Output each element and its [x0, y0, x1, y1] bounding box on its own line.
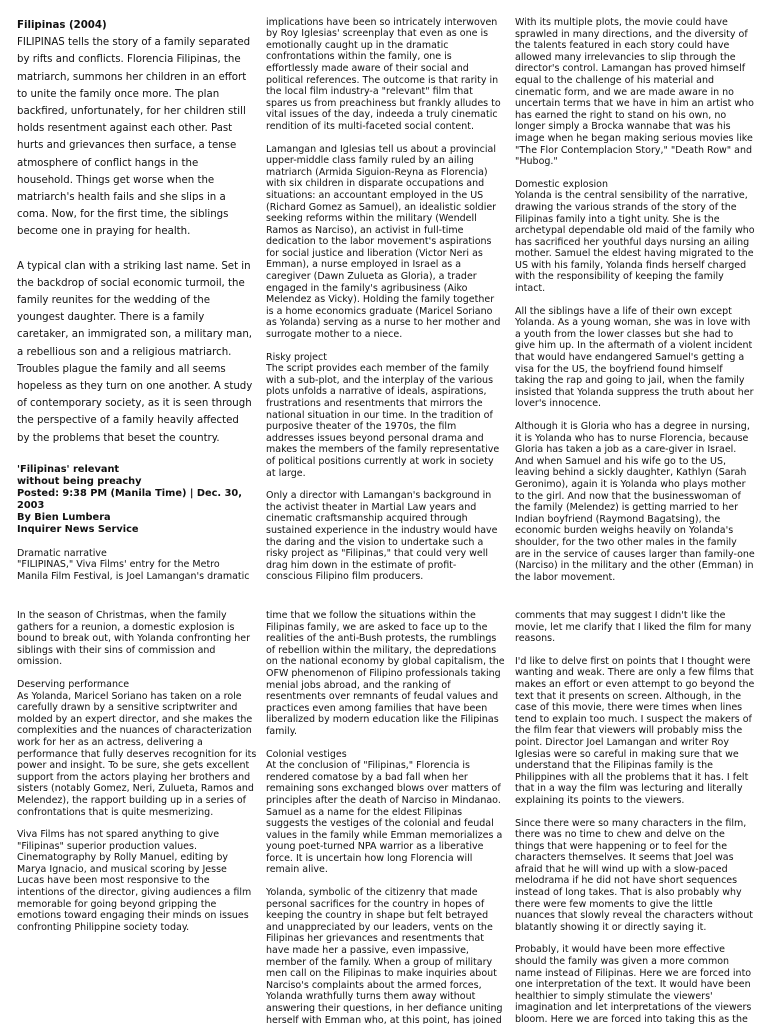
column-bottom-left: [17, 610, 257, 1024]
risky-project-paragraph: The script provides each member of the family with a sub-plot, and the interplay of the various plots unfolds a narrative of ideals, aspirations, frustrations and resentments that mirrors the national situation in our time. In the tradition of purposive theater of the 1970s, the film addresses issues beyond personal drama and makes the members of the family representative of political positions currently at work in society at large.: [266, 363, 500, 479]
column-top-left: [17, 17, 253, 582]
delve-paragraph: I'd like to delve first on points that I thought were wanting and weak. There are only a few films that makes an effort or even attempt to go beyond the text that it presents on screen. Although, in the case of this movie, there were times when lines tend to explain too much. I suspect the makers of the film fear that viewers will probably miss the point. Director Joel Lamangan and writer Roy Iglesias were so careful in making sure that we understand that the Filipinas family is the Philippines with all the problems that it has. I felt that in a way the film was lecturing and literally explaining its points to the viewers.: [515, 655, 755, 806]
colonial-vestiges-paragraph: At the conclusion of "Filipinas," Florencia is rendered comatose by a bad fall when her remaining sons exchanged blows over matters of principles after the death of Narciso in Mindanao. Samuel as a name for the eldest Filipinas suggests the vestiges of the colonial and feudal values in the family while Emman memorializes a young poet-turned NPA warrior as a liberative force. It is uncertain how long Florencia will remain alive.: [266, 760, 503, 876]
column-top-right: [515, 17, 755, 582]
article-title: Filipinas (2004): [17, 20, 107, 31]
viva-films-paragraph: Viva Films has not spared anything to give "Filipinas" superior production values. Cinematography by Rolly Manuel, editing by Marya Ignacio, and musical scoring by Jesse Lucas have been most responsive to the intentions of the director, giving audiences a film memorable for going beyond gripping the emotions toward engaging their minds on issues confronting Philippine society today.: [17, 829, 252, 933]
subheading-risky-project: Risky project: [266, 351, 327, 363]
subheading-dramatic-narrative: Dramatic narrative: [17, 547, 107, 559]
filipinas-family-paragraph: time that we follow the situations within the Filipinas family, we are asked to face up to the realities of the anti-Bush protests, the rumblings of rebellion within the military, the depredations on the national economy by global capitalism, the OFW phenomenon of Filipino professionals taking menial jobs abroad, and the ranking of resentments over remnants of feudal values and practices even among families that have been liberalized by modern education like the Filipinas family.: [266, 610, 505, 737]
byline-headline-line-1: 'Filipinas' relevant: [17, 463, 120, 475]
christmas-paragraph: In the season of Christmas, when the family gathers for a reunion, a domestic explosion is bound to break out, with Yolanda confronting her siblings with their sins of commission and omission.: [17, 610, 251, 668]
column-bottom-right: [515, 610, 755, 1024]
comments-paragraph: comments that may suggest I didn't like the movie, let me clarify that I liked the film for many reasons.: [515, 610, 752, 645]
description-paragraph: A typical clan with a striking last name. Set in the backdrop of social economic turmoil, the family reunites for the wedding of the youngest daughter. There is a family caretaker, an immigrated son, a military man, a rebellious son and a religious matriarch. Troubles plague the family and all seems hopeless as they turn on one another. A study of contemporary society, as it is seen through the perspective of a family heavily affected by the problems that beset the country.: [17, 260, 253, 444]
column-bottom-middle: [266, 610, 506, 1024]
subheading-domestic-explosion: Domestic explosion: [515, 178, 608, 190]
domestic-drama-paragraph: implications have been so intricately interwoven by Roy Iglesias' screenplay that even as one is emotionally caught up in the dramatic confrontations within the family, one is effortlessly made aware of their social and political references. The outcome is that rarity in the local film industry-a "relevant" film that spares us from preachiness but frankly alludes to vital issues of the day, indeeda a truly cinematic rendition of its multi-faceted social content.: [266, 17, 501, 132]
byline-source: Inquirer News Service: [17, 523, 139, 535]
column-top-middle: [266, 17, 502, 582]
subheading-colonial-vestiges: Colonial vestiges: [266, 748, 347, 760]
subheading-deserving-performance: Deserving performance: [17, 678, 130, 690]
byline-author: By Bien Lumbera: [17, 511, 111, 523]
dramatic-narrative-paragraph: "FILIPINAS," Viva Films' entry for the Metro Manila Film Festival, is Joel Lamangan's dramatic: [17, 559, 250, 582]
gloria-paragraph: Although it is Gloria who has a degree in nursing, it is Yolanda who has to nurse Florencia, because Gloria has taken a job as a care-giver in Israel. And when Samuel and his wife go to the US, leaving behind a sickly daughter, Kathlyn (Sarah Geronimo), again it is Yolanda who plays mother to the girl. And now that the businesswoman of the family (Melendez) is getting married to her Indian boyfriend (Raymond Bagatsing), the economic burden weighs heavily on Yolanda's shoulder, for the two other males in the family are in the service of causes larger than family-one (Narciso) in the military and the other (Emman) in the labor movement.: [515, 421, 755, 582]
byline-posted: Posted: 9:38 PM (Manila Time) | Dec. 30, 2003: [17, 487, 242, 511]
domestic-explosion-paragraph: Yolanda is the central sensibility of the narrative, drawing the various strands of the story of the Filipinas family into a tight unity. She is the archetypal dependable old maid of the family who has sacrificed her youthful days nursing an ailing mother. Samuel the eldest having migrated to the US with his family, Yolanda finds herself charged with the responsibility of keeping the family intact.: [515, 190, 755, 295]
synopsis-paragraph: FILIPINAS tells the story of a family separated by rifts and conflicts. Florencia Filipinas, the matriarch, summons her children in an effort to unite the family once more. The plan backfired, unfortunately, for her children still holds resentment against each other. Past hurts and grievances then surface, a tense atmosphere of conflict hangs in the household. Things get worse when the matriarch's health fails and she slips in a coma. Now, for the first time, the siblings become one in praying for health.: [17, 37, 251, 238]
siblings-paragraph: All the siblings have a life of their own except Yolanda. As a young woman, she was in love with a youth from the lower classes but she had to give him up. In the aftermath of a violent incident that would have endangered Samuel's getting a visa for the US, the boyfriend found himself taking the rap and going to jail, when the family insisted that Yolanda suppress the truth about her lover's innocence.: [515, 305, 754, 410]
multiple-plots-paragraph: With its multiple plots, the movie could have sprawled in many directions, and the diversity of the talents featured in each story could have allowed many irrelevancies to slip through the director's control. Lamangan has proved himself equal to the challenge of his material and cinematic form, and we are made aware in no uncertain terms that we have in him an artist who has earned the right to stand on his own, no longer simply a Brocka wannabe that was his image when he began making serious movies like "The Flor Contemplacion Story," "Death Row" and "Hubog.": [515, 17, 754, 168]
probably-paragraph: Probably, it would have been more effective should the family was given a more common name instead of Filipinas. Here we are forced into one interpretation of the text. It would have been healthier to simply stimulate the viewers' imagination and let interpretations of the viewers bloom. Here we are forced into taking this as the: [515, 944, 752, 1024]
yolanda-symbolic-paragraph: Yolanda, symbolic of the citizenry that made personal sacrifices for the country in hopes of keeping the country in shape but felt betrayed and unappreciated by our leaders, vents on the Filipinas her grievances and resentments that have made her a passive, even impassive, member of the family. When a group of military men call on the Filipinas to make inquiries about Narciso's complaints about the armed forces, Yolanda wrathfully turns them away without answering their questions, in her defiance uniting herself with Emman who, at this point, has joined: [266, 887, 503, 1024]
byline: [17, 464, 253, 536]
characters-paragraph: Since there were so many characters in the film, there was no time to chew and delve on the things that were happening or to feel for the characters themselves. It seems that Joel was afraid that he will wind up with a slow-paced melodrama if he did not have short sequences instead of long takes. That is also probably why there were few moments to give the little nuances that slowly reveal the characters without blatantly showing it or directly saying it.: [515, 817, 753, 933]
only-director-paragraph: Only a director with Lamangan's background in the activist theater in Martial Law years and cinematic craftsmanship acquired through sustained experience in the industry would have the daring and the vision to undertake such a risky project as "Filipinas," that could very well drag him down in the estimate of profit-conscious Filipino film producers.: [266, 490, 498, 582]
byline-headline-line-2: without being preachy: [17, 475, 142, 487]
lamangan-iglesias-paragraph: Lamangan and Iglesias tell us about a provincial upper-middle class family ruled by an ailing matriarch (Armida Siguion-Reyna as Florencia) with six children in disparate occupations and situations: an accountant employed in the US (Richard Gomez as Samuel), an idealistic soldier seeking reforms within the military (Wendell Ramos as Narciso), an activist in full-time dedication to the labor movement's aspirations for social justice and liberation (Victor Neri as Emman), a nurse employed in Israel as a caregiver (Dawn Zulueta as Gloria), a trader engaged in the family's agribusiness (Aiko Melendez as Vicky). Holding the family together is a home economics graduate (Maricel Soriano as Yolanda) serving as a nurse to her mother and surrogate mother to a niece.: [266, 143, 501, 341]
deserving-performance-paragraph: As Yolanda, Maricel Soriano has taken on a role carefully drawn by a sensitive scriptwriter and molded by an expert director, and she makes the complexities and the nuances of characterization work for her as an actress, delivering a performance that fully deserves recognition for its power and insight. To be sure, she gets excellent support from the actors playing her brothers and sisters (notably Gomez, Neri, Zulueta, Ramos and Melendez), the rapport building up in a series of confrontations that is quite mesmerizing.: [17, 690, 257, 818]
